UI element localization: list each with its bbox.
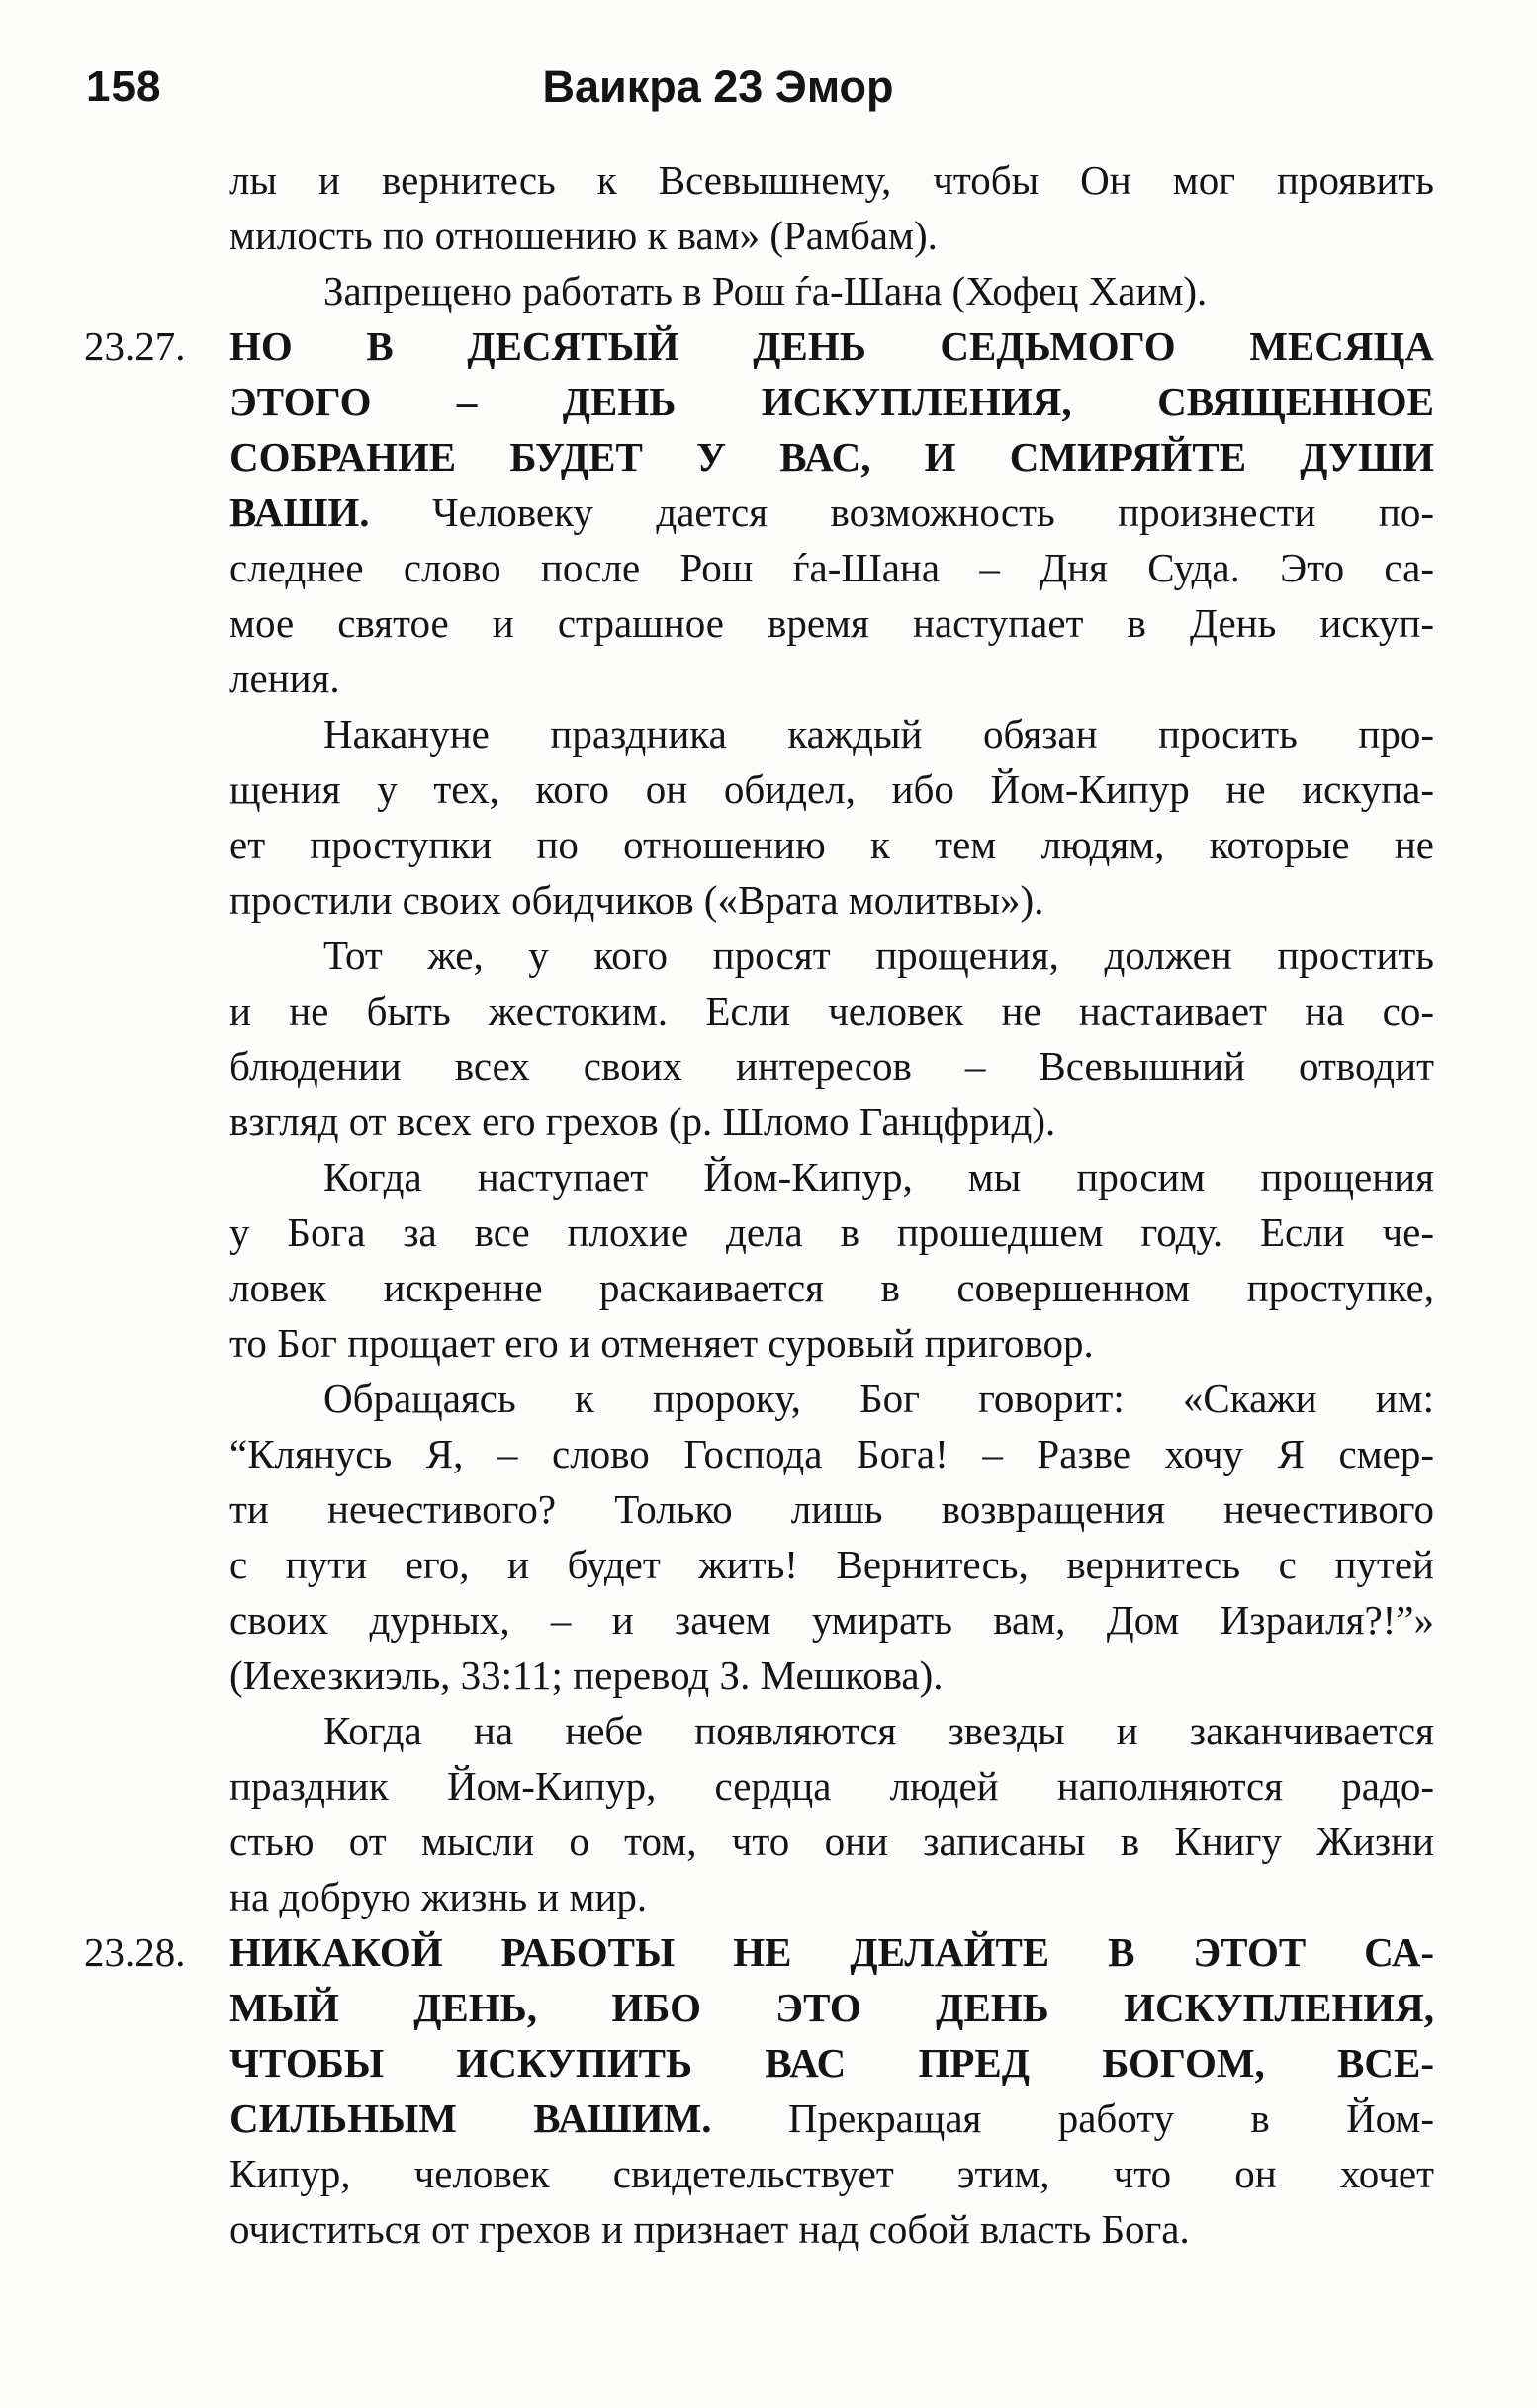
running-head: [0, 61, 1537, 117]
verse-number: 23.27.: [84, 323, 186, 369]
text-line: [229, 1260, 1434, 1315]
text-run: праздник Йом-Кипур, сердца людей наполняются радо-: [229, 1763, 1434, 1809]
text-line: [229, 1814, 1434, 1869]
text-run: с пути его, и будет жить! Вернитесь, вернитесь с путей: [229, 1542, 1434, 1587]
text-line: [229, 1758, 1434, 1814]
text-run: взгляд от всех его грехов (р. Шломо Ганцфрид).: [229, 1099, 1056, 1144]
text-run: на добрую жизнь и мир.: [229, 1874, 648, 1919]
text-line: [229, 595, 1434, 651]
page-number: 158: [86, 62, 162, 111]
text-run: (Иехезкиэль, 33:11; перевод З. Мешкова).: [229, 1652, 944, 1698]
text-line: [229, 1648, 1434, 1703]
text-line: [229, 152, 1434, 208]
text-line: [229, 208, 1434, 263]
chapter-title: Ваикра 23 Эмор: [542, 61, 894, 112]
text-line: [229, 983, 1434, 1038]
text-run: следнее слово после Рош ѓа-Шана – Дня Суда. Это са-: [229, 545, 1434, 590]
text-run: милость по отношению к вам» (Рамбам).: [229, 213, 938, 258]
verse-bold-text: ЧТОБЫ ИСКУПИТЬ ВАС ПРЕД БОГОМ, ВСЕ-: [229, 2040, 1434, 2086]
text-run: Запрещено работать в Рош ѓа-Шана (Хофец Хаим).: [323, 268, 1208, 313]
text-line: [229, 2035, 1434, 2091]
text-run: “Клянусь Я, – слово Господа Бога! – Разве хочу Я смер-: [229, 1431, 1434, 1476]
text-run: блюдении всех своих интересов – Всевышний отводит: [229, 1043, 1434, 1089]
body-text-block: [84, 152, 1434, 2257]
text-run: ет проступки по отношению к тем людям, которые не: [229, 822, 1434, 867]
text-run: простили своих обидчиков («Врата молитвы»).: [229, 877, 1044, 923]
text-run: Тот же, у кого просят прощения, должен простить: [323, 933, 1434, 978]
text-line: [229, 1371, 1434, 1426]
text-run: ти нечестивого? Только лишь возвращения нечестивого: [229, 1486, 1434, 1532]
text-line: [229, 1980, 1434, 2035]
text-line: [229, 2146, 1434, 2201]
text-run: и не быть жестоким. Если человек не настаивает на со-: [229, 988, 1434, 1033]
text-run: своих дурных, – и зачем умирать вам, Дом Израиля?!”»: [229, 1597, 1434, 1643]
verse-bold-text: ВАШИ.: [229, 490, 370, 535]
verse-bold-text: НИКАКОЙ РАБОТЫ НЕ ДЕЛАЙТЕ В ЭТОТ СА-: [229, 1929, 1434, 1975]
text-line: [229, 2201, 1434, 2257]
text-line: [229, 651, 1434, 706]
text-line: [229, 761, 1434, 817]
text-line: [229, 1315, 1434, 1371]
verse-number: 23.28.: [84, 1929, 186, 1975]
text-line: [229, 263, 1434, 318]
text-run: мое святое и страшное время наступает в День искуп-: [229, 600, 1434, 646]
text-line: [229, 374, 1434, 429]
text-run: лы и вернитесь к Всевышнему, чтобы Он мог проявить: [229, 157, 1434, 203]
text-line: [229, 817, 1434, 872]
text-line: [229, 1038, 1434, 1094]
text-run: очиститься от грехов и признает над собой власть Бога.: [229, 2206, 1190, 2252]
text-run: Когда наступает Йом-Кипур, мы просим прощения: [323, 1154, 1434, 1200]
verse-bold-text: НО В ДЕСЯТЫЙ ДЕНЬ СЕДЬМОГО МЕСЯЦА: [229, 323, 1434, 369]
text-line: [229, 1149, 1434, 1204]
text-line: [229, 1204, 1434, 1260]
text-line: [229, 928, 1434, 983]
text-run: Прекращая работу в Йом-: [711, 2096, 1434, 2141]
text-line: [229, 1537, 1434, 1592]
verse-bold-text: СИЛЬНЫМ ВАШИМ.: [229, 2096, 712, 2141]
text-run: Кипур, человек свидетельствует этим, что он хочет: [229, 2151, 1434, 2196]
verse-line: [84, 318, 1434, 374]
text-run: Накануне праздника каждый обязан просить про-: [323, 711, 1434, 757]
text-line: [229, 1094, 1434, 1149]
verse-bold-text: СОБРАНИЕ БУДЕТ У ВАС, И СМИРЯЙТЕ ДУШИ: [229, 434, 1434, 480]
text-run: Когда на небе появляются звезды и заканчивается: [323, 1708, 1434, 1753]
text-line: [229, 872, 1434, 928]
text-line: [229, 1592, 1434, 1648]
verse-line: [84, 1924, 1434, 1980]
text-run: щения у тех, кого он обидел, ибо Йом-Кипур не искупа-: [229, 766, 1434, 812]
text-run: у Бога за все плохие дела в прошедшем году. Если че-: [229, 1209, 1434, 1255]
text-run: Обращаясь к пророку, Бог говорит: «Скажи им:: [323, 1376, 1434, 1421]
text-line: [229, 2091, 1434, 2146]
verse-bold-text: ЭТОГО – ДЕНЬ ИСКУПЛЕНИЯ, СВЯЩЕННОЕ: [229, 379, 1434, 424]
text-line: [229, 485, 1434, 540]
text-line: [229, 1481, 1434, 1537]
text-line: [229, 429, 1434, 485]
text-run: стью от мысли о том, что они записаны в Книгу Жизни: [229, 1819, 1434, 1864]
text-run: ления.: [229, 656, 340, 701]
text-line: [229, 540, 1434, 595]
text-line: [229, 706, 1434, 761]
text-run: Человеку дается возможность произнести по-: [369, 490, 1434, 535]
text-line: [229, 1426, 1434, 1481]
text-run: ловек искренне раскаивается в совершенном проступке,: [229, 1265, 1434, 1310]
text-line: [229, 1869, 1434, 1924]
text-line: [229, 1703, 1434, 1758]
verse-bold-text: МЫЙ ДЕНЬ, ИБО ЭТО ДЕНЬ ИСКУПЛЕНИЯ,: [229, 1985, 1434, 2030]
text-run: то Бог прощает его и отменяет суровый приговор.: [229, 1320, 1094, 1366]
